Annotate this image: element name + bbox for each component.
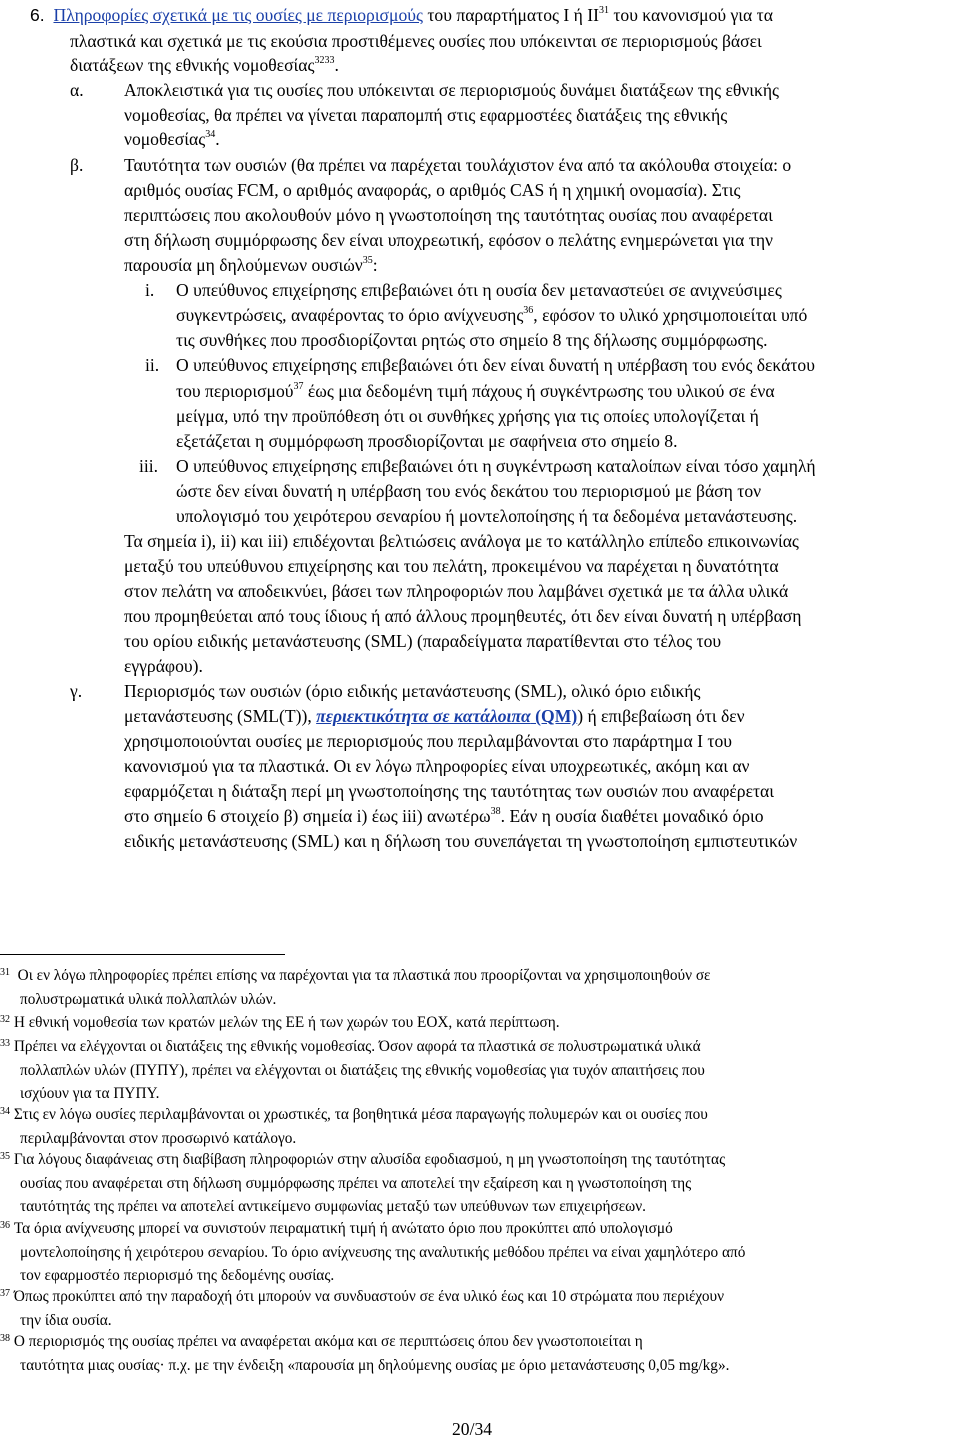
footnote-ref[interactable]: 31 <box>598 5 609 16</box>
footnote-37-line-2: την ίδια ουσία. <box>20 1312 112 1329</box>
text: . <box>215 129 220 149</box>
footnote-number: 38 <box>0 1333 10 1344</box>
alpha-line-2: νομοθεσίας, θα πρέπει να γίνεται παραπομπή στις εφαρμοστέες διατάξεις της εθνικής <box>124 105 728 125</box>
footnote-text: Τα όρια ανίχνευσης μπορεί να συνιστούν πειραματική τιμή ή ανώτατο όριο που προκύπτει από υπολογισμό <box>13 1220 673 1237</box>
item-number: 6. <box>30 5 45 25</box>
alpha-line-1: Αποκλειστικά για τις ουσίες που υπόκεινται σε περιορισμούς δυνάμει διατάξεων της εθνικής <box>124 80 779 100</box>
sub-i-line-3: τις συνθήκες που προσδιορίζονται ρητώς στο σημείο 8 της δήλωσης συμμόρφωσης. <box>176 330 768 350</box>
beta-para-line-1: Τα σημεία i), ii) και iii) επιδέχονται βελτιώσεις ανάλογα με το κατάλληλο επίπεδο επικοινωνίας <box>124 531 799 551</box>
footnote-number: 34 <box>0 1106 10 1117</box>
sub-ii-line-1: Ο υπεύθυνος επιχείρησης επιβεβαιώνει ότι δεν είναι δυνατή η υπέρβαση του ενός δεκάτου <box>176 355 815 375</box>
gamma-line-1: Περιορισμός των ουσιών (όριο ειδικής μετανάστευσης (SML), ολικό όριο ειδικής <box>124 681 701 701</box>
alpha-line-3 <box>124 128 220 150</box>
text: ) ή επιβεβαίωση ότι δεν <box>577 706 745 726</box>
gamma-label: γ. <box>70 681 83 701</box>
footnote-31-line-2: πολυστρωματικά υλικά πολλαπλών υλών. <box>20 991 277 1008</box>
footnote-32 <box>0 1013 560 1032</box>
footnote-number: 36 <box>0 1220 10 1231</box>
sub-i-label: i. <box>145 280 155 300</box>
footnote-36 <box>0 1219 673 1238</box>
sub-ii-line-4: εξετάζεται η συμμόρφωση προσδιορίζονται με σαφήνεια στο σημείο 8. <box>176 431 678 451</box>
footnote-number: 33 <box>0 1038 10 1049</box>
beta-line-1: Ταυτότητα των ουσιών (θα πρέπει να παρέχεται τουλάχιστον ένα από τα ακόλουθα στοιχεία: ο <box>124 155 792 175</box>
footnote-38-line-2: ταυτότητα μιας ουσίας· π.χ. με την ένδειξη «παρουσία μη δηλούμενης ουσίας με όριο μετανάστευσης 0,05 mg/kg». <box>20 1357 730 1374</box>
gamma-line-3: χρησιμοποιούνται ουσίες με περιορισμούς που περιλαμβάνονται στο παράρτημα Ι του <box>124 731 732 751</box>
footnote-31 <box>0 966 710 985</box>
sub-ii-label: ii. <box>145 355 160 375</box>
qm-link[interactable]: (QM) <box>530 706 578 726</box>
text: . Εάν η ουσία διαθέτει μοναδικό όριο <box>500 806 764 826</box>
beta-line-5 <box>124 254 378 276</box>
footnote-number: 31 <box>0 967 10 978</box>
footnote-38 <box>0 1332 643 1351</box>
footnote-37 <box>0 1287 724 1306</box>
gamma-line-6 <box>124 805 764 827</box>
text: του κανονισμού για τα <box>608 5 773 25</box>
beta-para-line-4: που προμηθεύεται από τους ίδιους ή από άλλους προμηθευτές, ότι δεν είναι δυνατή η υπέρβαση <box>124 606 802 626</box>
text: συγκεντρώσεις, αναφέροντας το όριο ανίχνευσης <box>176 305 524 325</box>
item-6-line-2: πλαστικά και σχετικά με τις εκούσια προστιθέμενες ουσίες που υπόκεινται σε περιορισμούς βάσει <box>70 31 762 51</box>
beta-para-line-6: εγγράφου). <box>124 656 203 676</box>
footnote-36-line-2: μοντελοποίησης ή χειρότερου σεναρίου. Το όριο ανίχνευσης της αναλυτικής μεθόδου πρέπει να είναι χαμηλότερο από <box>20 1244 746 1261</box>
text: του περιορισμού <box>176 381 294 401</box>
beta-para-line-3: στον πελάτη να αποδεικνύει, βάσει των πληροφοριών που λαμβάνει σχετικά με τα άλλα υλικά <box>124 581 789 601</box>
text: , εφόσον το υλικό χρησιμοποιείται υπό <box>533 305 808 325</box>
item-6-line-1 <box>30 4 773 26</box>
sub-ii-line-2 <box>176 380 775 402</box>
sub-i-line-1: Ο υπεύθυνος επιχείρησης επιβεβαιώνει ότι η ουσία δεν μεταναστεύει σε ανιχνεύσιμες <box>176 280 782 300</box>
footnote-ref[interactable]: 34 <box>205 129 216 140</box>
footnote-35-line-2: ουσίας που αναφέρεται στη δήλωση συμμόρφωσης πρέπει να αποτελεί την εξαίρεση και η γνωστοποίηση της <box>20 1175 692 1192</box>
sub-iii-line-3: υπολογισμό του χειρότερου σεναρίου ή μοντελοποίησης ή τα δεδομένα μετανάστευσης. <box>176 506 798 526</box>
footnote-text: Οι εν λόγω πληροφορίες πρέπει επίσης να παρέχονται για τα πλαστικά που προορίζονται να χρησιμοποιηθούν σε <box>17 967 711 984</box>
footnote-ref[interactable]: 36 <box>523 305 534 316</box>
sub-i-line-2 <box>176 304 807 326</box>
beta-label: β. <box>70 155 84 175</box>
footnote-text: Στις εν λόγω ουσίες περιλαμβάνονται οι χρωστικές, τα βοηθητικά μέσα παραγωγής πολυμερών και οι ουσίες που <box>13 1106 708 1123</box>
sub-ii-line-3: μείγμα, υπό την προϋπόθεση ότι οι συνθήκες χρήσης για τις οποίες υπολογίζεται ή <box>176 406 759 426</box>
gamma-line-2 <box>124 705 745 727</box>
text: παρουσία μη δηλούμενων ουσιών <box>124 255 363 275</box>
footnote-33-line-2: πολλαπλών υλών (ΠΥΠΥ), πρέπει να ελέγχονται οι διατάξεις της εθνικής νομοθεσίας για τυχόν απαιτήσεις που <box>20 1062 705 1079</box>
footnote-number: 32 <box>0 1014 10 1025</box>
footnote-34 <box>0 1105 708 1124</box>
beta-para-line-5: του ορίου ειδικής μετανάστευσης (SML) (παραδείγματα παρατίθενται στο τέλος του <box>124 631 722 651</box>
footnote-text: Για λόγους διαφάνειας στη διαβίβαση πληροφοριών στην αλυσίδα εφοδιασμού, η μη γνωστοποίηση της ταυτότητας <box>13 1151 726 1168</box>
footnote-text: Ο περιορισμός της ουσίας πρέπει να αναφέρεται ακόμα και σε περιπτώσεις όπου δεν γνωστοποιείται η <box>13 1333 643 1350</box>
footnote-35 <box>0 1150 725 1169</box>
footnote-ref[interactable]: 37 <box>293 381 304 392</box>
footnote-text: Πρέπει να ελέγχονται οι διατάξεις της εθνικής νομοθεσίας. Όσον αφορά τα πλαστικά σε πολυστρωματικά υλικά <box>13 1038 701 1055</box>
page-number: 20/34 <box>452 1419 493 1439</box>
footnote-number: 35 <box>0 1151 10 1162</box>
beta-line-4: στη δήλωση συμμόρφωσης δεν είναι υποχρεωτική, εφόσον ο πελάτης ενημερώνεται για την <box>124 230 773 250</box>
footnote-ref[interactable]: 35 <box>362 255 373 266</box>
text: . <box>334 55 339 75</box>
footnote-34-line-2: περιλαμβάνονται στον προσωρινό κατάλογο. <box>20 1130 297 1147</box>
sub-iii-line-2: ώστε δεν είναι δυνατή η υπέρβαση του ενός δεκάτου του περιορισμού με βάση τον <box>176 481 762 501</box>
footnote-35-line-3: ταυτότητάς της πρέπει να αποτελεί αντικείμενο συμφωνίας μεταξύ των υπεύθυνων των επιχειρήσεων. <box>20 1198 646 1215</box>
footnote-number: 37 <box>0 1288 10 1299</box>
sub-iii-line-1: Ο υπεύθυνος επιχείρησης επιβεβαιώνει ότι η συγκέντρωση καταλοίπων είναι τόσο χαμηλή <box>176 456 816 476</box>
footnote-33 <box>0 1037 701 1056</box>
footnote-separator <box>0 954 285 955</box>
beta-line-3: περιπτώσεις που ακολουθούν μόνο η γνωστοποίηση της ταυτότητας ουσίας που αναφέρεται <box>124 205 773 225</box>
gamma-line-4: κανονισμού για τα πλαστικά. Οι εν λόγω πληροφορίες είναι υποχρεωτικές, ακόμη και αν <box>124 756 750 776</box>
item-6-line-3 <box>70 54 339 76</box>
text: έως μια δεδομένη τιμή πάχους ή συγκέντρωσης του υλικού σε ένα <box>303 381 775 401</box>
footnote-text: Όπως προκύπτει από την παραδοχή ότι μπορούν να συνδυαστούν σε ένα υλικό έως και 10 στρώματα που περιέχουν <box>13 1288 725 1305</box>
sub-iii-label: iii. <box>139 456 159 476</box>
text: του παραρτήματος Ι ή ΙΙ <box>422 5 599 25</box>
footnote-36-line-3: τον εφαρμοστέο περιορισμό της δεδομένης ουσίας. <box>20 1267 335 1284</box>
beta-para-line-2: μεταξύ του υπεύθυνου επιχείρησης και του πελάτη, προκειμένου να παρέχεται η δυνατότητα <box>124 556 779 576</box>
text: διατάξεων της εθνικής νομοθεσίας <box>70 55 315 75</box>
residual-content-link[interactable]: περιεκτικότητα σε κατάλοιπα <box>316 706 531 726</box>
footnote-text: Η εθνική νομοθεσία των κρατών μελών της ΕΕ ή των χωρών του ΕΟΧ, κατά περίπτωση. <box>13 1014 560 1031</box>
text: νομοθεσίας <box>124 129 206 149</box>
footnote-ref[interactable]: 38 <box>490 806 501 817</box>
beta-line-2: αριθμός ουσίας FCM, ο αριθμός αναφοράς, ο αριθμός CAS ή η χημική ονομασία). Στις <box>124 180 741 200</box>
gamma-line-7: ειδικής μετανάστευσης (SML) και η δήλωση του συνεπάγεται τη γνωστοποίηση εμπιστευτικών <box>124 831 798 851</box>
restricted-substances-link[interactable]: Πληροφορίες σχετικά με τις ουσίες με περιορισμούς <box>53 5 423 25</box>
text: : <box>372 255 378 275</box>
text: μετανάστευσης (SML(T)), <box>124 706 317 726</box>
footnote-ref[interactable]: 3233 <box>314 55 335 66</box>
footnote-33-line-3: ισχύουν για τα ΠΥΠΥ. <box>20 1085 160 1102</box>
text: στο σημείο 6 στοιχείο β) σημεία i) έως iii) ανωτέρω <box>124 806 491 826</box>
alpha-label: α. <box>70 80 84 100</box>
gamma-line-5: εφαρμόζεται η διάταξη περί μη γνωστοποίησης της ταυτότητας των ουσιών που αναφέρεται <box>124 781 774 801</box>
